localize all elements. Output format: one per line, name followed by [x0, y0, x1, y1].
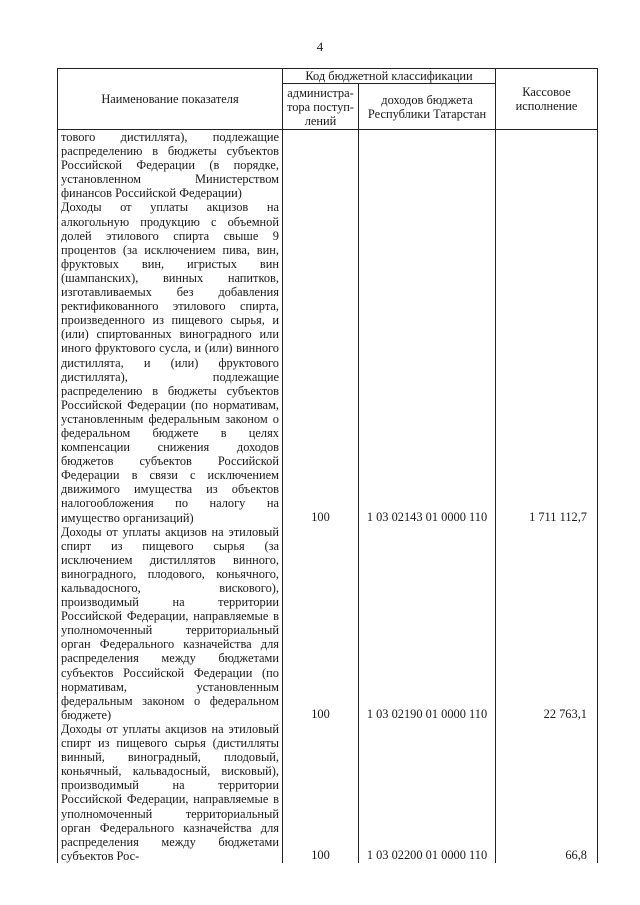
- row-admin: 100: [283, 200, 359, 524]
- row-amount: 22 763,1: [496, 525, 598, 722]
- header-administrator: администра-тора поступ-лений: [283, 84, 359, 130]
- budget-table: [57, 68, 598, 863]
- table-row: [58, 130, 598, 201]
- header-name: Наименование показателя: [58, 69, 283, 130]
- header-classification: Код бюджетной классификации: [283, 69, 496, 84]
- row-name: Доходы от уплаты акцизов на этиловый спирт из пищевого сырья (за исключением дистиллятов винного, виноградного, плодового, коньячного, кальвадосного, вискового), производимый на территории Российской Федерации, направляемые в уполномоченный территориальный орган Федерального казначейства для распределения между бюджетами субъектов Российской Федерации (по нормативам, установленным федеральным законом о федеральном бюджете): [58, 525, 283, 722]
- row-amount: 66,8: [496, 722, 598, 863]
- table-row: [58, 525, 598, 722]
- row-code: 1 03 02143 01 0000 110: [359, 200, 496, 524]
- table-row: [58, 200, 598, 524]
- row-name: Доходы от уплаты акцизов на этиловый спирт из пищевого сырья (дистилляты винный, виноградный, плодовый, коньячный, кальвадосный, висковый), производимый на территории Российской Федерации, направляемые в уполномоченный территориальный орган Федерального казначейства для распределения между бюджетами субъектов Рос-: [58, 722, 283, 863]
- row-code: 1 03 02190 01 0000 110: [359, 525, 496, 722]
- row-code: [359, 130, 496, 201]
- row-amount: 1 711 112,7: [496, 200, 598, 524]
- row-name: Доходы от уплаты акцизов на алкогольную продукцию с объемной долей этилового спирта свыше 9 процентов (за исключением пива, вин, фруктовых вин, игристых вин (шампанских), винных напитков, изготавливаемых без добавления ректификованного этилового спирта, произведенного из пищевого сырья, и (или) спиртованных виноградного или иного фруктового сусла, и (или) винного дистиллята, и (или) фруктового дистиллята), подлежащие распределению в бюджеты субъектов Российской Федерации (по нормативам, установленным федеральным законом о федеральном бюджете в целях компенсации снижения доходов бюджетов субъектов Российской Федерации в связи с исключением движимого имущества из объектов налогообложения по налогу на имущество организаций): [58, 200, 283, 524]
- row-amount: [496, 130, 598, 201]
- row-code: 1 03 02200 01 0000 110: [359, 722, 496, 863]
- row-admin: [283, 130, 359, 201]
- row-name: тового дистиллята), подлежащие распределению в бюджеты субъектов Российской Федерации (в порядке, установленном Министерством финансов Российской Федерации): [58, 130, 283, 201]
- row-admin: 100: [283, 722, 359, 863]
- page-number: 4: [316, 39, 324, 54]
- table-row: [58, 722, 598, 863]
- header-revenue: доходов бюджета Республики Татарстан: [359, 84, 496, 130]
- row-admin: 100: [283, 525, 359, 722]
- header-cash: Кассовое исполнение: [496, 69, 598, 130]
